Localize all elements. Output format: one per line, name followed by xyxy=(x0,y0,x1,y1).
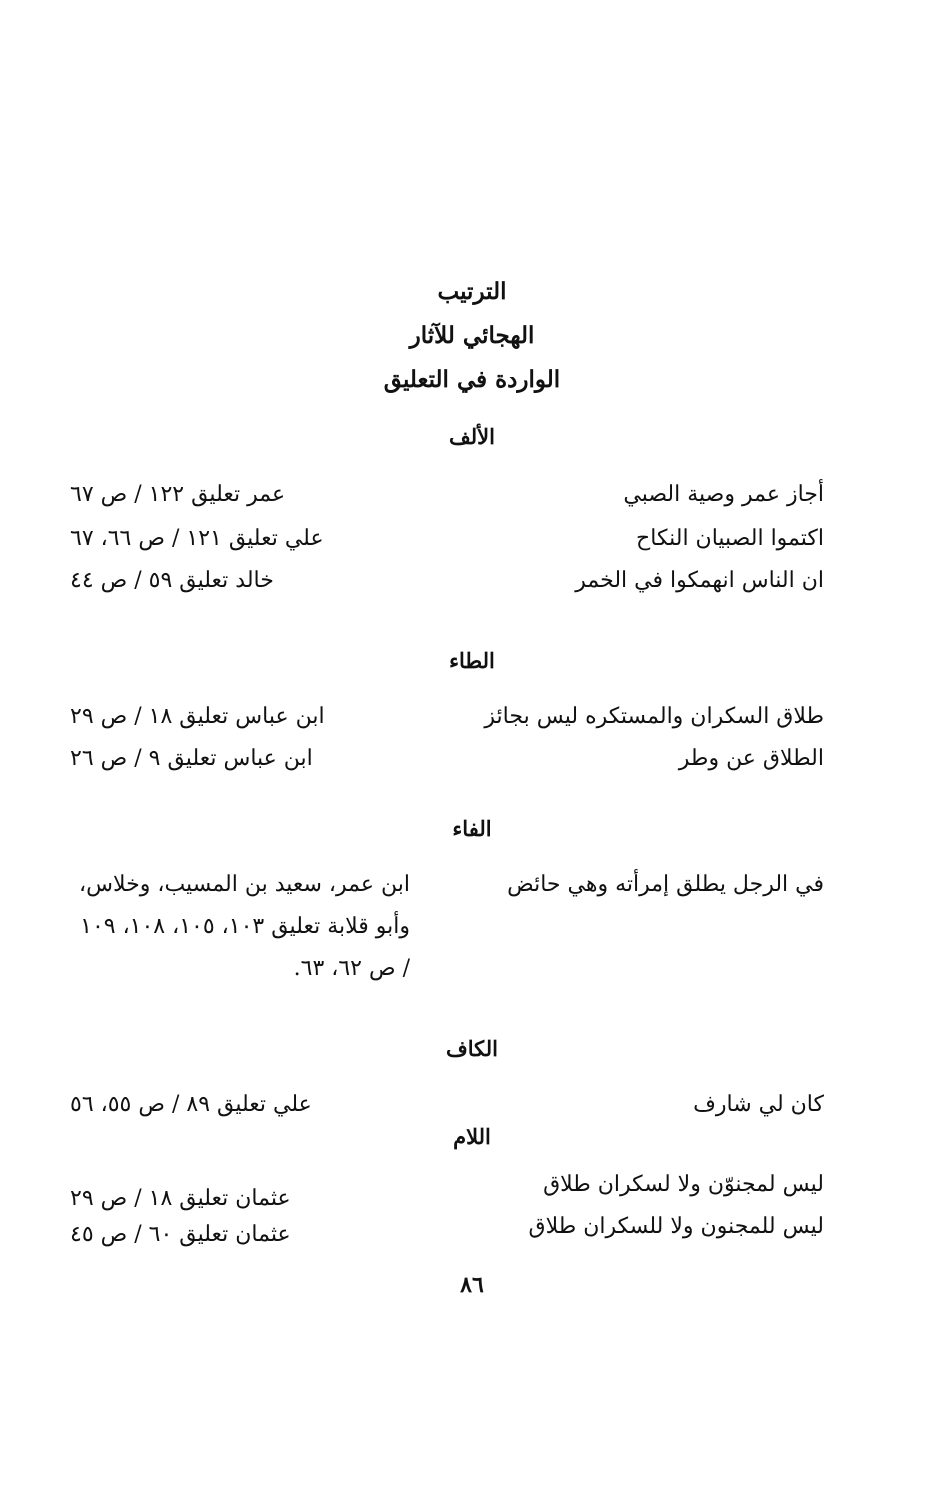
entry-phrase: الطلاق عن وطر xyxy=(678,746,824,771)
section-heading-faa: الفاء xyxy=(452,816,492,841)
section-heading-alif: الألف xyxy=(449,424,495,449)
entry-row xyxy=(70,864,824,990)
section-heading-lam: اللام xyxy=(453,1124,491,1149)
entry-phrase: طلاق السكران والمستكره ليس بجائز xyxy=(484,704,824,729)
section-heading-taa: الطاء xyxy=(449,648,495,673)
entry-row xyxy=(70,474,824,516)
title-line-3: الواردة في التعليق xyxy=(383,366,561,393)
entry-reference: خالد تعليق ٥٩ / ص ٤٤ xyxy=(70,568,274,593)
entry-phrase: اكتموا الصبيان النكاح xyxy=(636,526,824,551)
entry-row xyxy=(70,738,824,780)
entry-reference: ابن عباس تعليق ٩ / ص ٢٦ xyxy=(70,746,313,771)
entry-reference: عثمان تعليق ٦٠ / ص ٤٥ xyxy=(70,1222,291,1247)
entry-phrase: في الرجل يطلق إمرأته وهي حائض xyxy=(507,872,824,897)
entry-phrase: أجاز عمر وصية الصبي xyxy=(623,482,824,507)
entry-reference: عمر تعليق ١٢٢ / ص ٦٧ xyxy=(70,482,286,507)
entry-row xyxy=(70,518,824,560)
entry-phrase: كان لي شارف xyxy=(693,1092,824,1117)
title-line-2: الهجائي للآثار xyxy=(409,322,535,349)
entry-row xyxy=(70,560,824,602)
entry-phrase: ليس للمجنون ولا للسكران طلاق xyxy=(528,1214,824,1239)
entry-phrase: ان الناس انهمكوا في الخمر xyxy=(575,568,824,593)
page-number: ٨٦ xyxy=(460,1272,484,1298)
entry-reference: ابن عمر، سعيد بن المسيب، وخلاس، وأبو قلابة تعليق ١٠٣، ١٠٥، ١٠٨، ١٠٩ / ص ٦٢، ٦٣. xyxy=(79,872,410,981)
entry-reference: عثمان تعليق ١٨ / ص ٢٩ xyxy=(70,1186,291,1211)
section-heading-kaf: الكاف xyxy=(446,1036,498,1061)
entry-reference: علي تعليق ١٢١ / ص ٦٦، ٦٧ xyxy=(70,526,324,551)
entry-reference: ابن عباس تعليق ١٨ / ص ٢٩ xyxy=(70,704,325,729)
page-title xyxy=(0,270,944,402)
title-line-1: الترتيب xyxy=(437,278,507,305)
entry-row xyxy=(70,1206,824,1256)
entry-reference: علي تعليق ٨٩ / ص ٥٥، ٥٦ xyxy=(70,1092,312,1117)
entry-row xyxy=(70,1084,824,1126)
entry-phrase: ليس لمجنوّن ولا لسكران طلاق xyxy=(543,1172,824,1197)
entry-row xyxy=(70,696,824,738)
